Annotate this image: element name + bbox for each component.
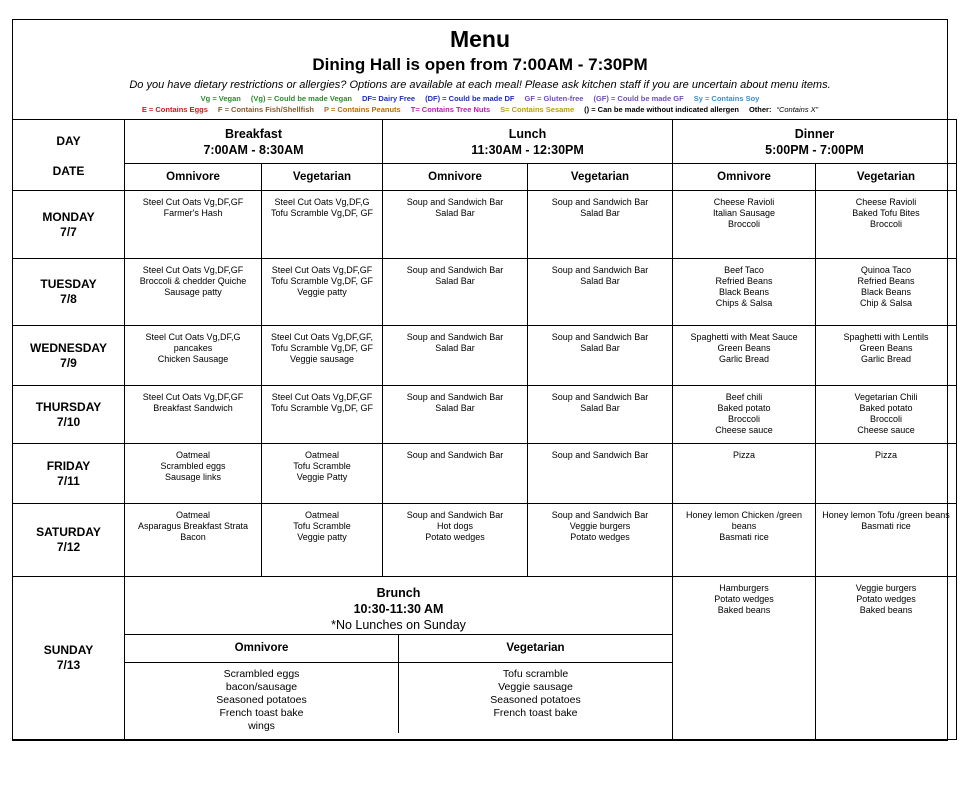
day-row bbox=[13, 191, 957, 259]
dinner-name: Dinner bbox=[794, 126, 835, 141]
menu-item: Hot dogs bbox=[436, 521, 474, 531]
lunch-omni-cell bbox=[383, 191, 528, 259]
menu-item: Asparagus Breakfast Strata bbox=[137, 521, 249, 531]
menu-item: Soup and Sandwich Bar bbox=[406, 197, 504, 207]
menu-item: Salad Bar bbox=[435, 208, 475, 218]
day-date: 7/8 bbox=[60, 292, 77, 306]
menu-item: Soup and Sandwich Bar bbox=[551, 510, 649, 520]
day-date: 7/10 bbox=[56, 414, 81, 429]
menu-item: Spaghetti with Lentils bbox=[843, 332, 929, 342]
lunch-veg-cell bbox=[528, 259, 673, 326]
lunch-omni-cell bbox=[383, 504, 528, 577]
menu-item: Veggie patty bbox=[297, 532, 347, 542]
brunch-omnivore-column bbox=[125, 635, 398, 733]
date-label: DATE bbox=[52, 164, 85, 178]
dinner-veg-cell bbox=[816, 259, 957, 326]
menu-item: Veggie burgers bbox=[569, 521, 631, 531]
menu-item: Steel Cut Oats Vg,DF,GF bbox=[271, 392, 373, 402]
menu-item: Soup and Sandwich Bar bbox=[551, 332, 649, 342]
menu-item: Broccoli & chedder Quiche bbox=[139, 276, 247, 286]
day-date: 7/11 bbox=[57, 473, 80, 488]
day-cell bbox=[13, 191, 125, 259]
lunch-name: Lunch bbox=[508, 126, 547, 141]
day-name: WEDNESDAY bbox=[30, 340, 107, 355]
menu-item: Steel Cut Oats Vg,DF,GF bbox=[142, 392, 244, 402]
menu-item: Broccoli bbox=[727, 414, 760, 424]
legend-item: () = Can be made without indicated allergen bbox=[584, 105, 739, 114]
menu-item: Quinoa Taco bbox=[860, 265, 912, 275]
day-row bbox=[13, 386, 957, 444]
day-row bbox=[13, 504, 957, 577]
dinner-time: 5:00PM - 7:00PM bbox=[765, 142, 864, 157]
menu-item: Salad Bar bbox=[435, 343, 475, 353]
dinner-veg-cell bbox=[816, 326, 957, 386]
lunch-time: 11:30AM - 12:30PM bbox=[471, 142, 584, 157]
menu-item: Black Beans bbox=[860, 287, 912, 297]
sunday-dinner-omnivore bbox=[673, 577, 816, 740]
menu-item: Scrambled eggs bbox=[223, 668, 300, 680]
dinner-omni-cell bbox=[673, 504, 816, 577]
legend-item: S= Contains Sesame bbox=[500, 105, 575, 114]
legend-item: E = Contains Eggs bbox=[141, 105, 208, 114]
allergy-note: Do you have dietary restrictions or allergies? Options are available at each meal! Please ask kitchen staff if you are uncertain about menu items. bbox=[129, 79, 831, 91]
lunch-omni-cell bbox=[383, 386, 528, 444]
menu-item: Salad Bar bbox=[580, 403, 620, 413]
menu-item: Tofu Scramble Vg,DF, GF bbox=[270, 276, 374, 286]
menu-item: Breakfast Sandwich bbox=[153, 403, 233, 413]
menu-header bbox=[13, 20, 947, 120]
menu-item: Beef chili bbox=[725, 392, 763, 402]
menu-item: Steel Cut Oats Vg,DF,GF bbox=[271, 265, 373, 275]
day-cell bbox=[13, 444, 125, 504]
menu-item: Potato wedges bbox=[714, 594, 774, 604]
legend-item: Other: bbox=[748, 105, 772, 114]
brunch-time: 10:30-11:30 AM bbox=[353, 602, 444, 616]
legend-item: GF = Gluten-free bbox=[524, 94, 584, 103]
dinner-veg-cell bbox=[816, 191, 957, 259]
breakfast-veg-cell bbox=[262, 504, 383, 577]
menu-item: Farmer's Hash bbox=[163, 208, 223, 218]
breakfast-omni-cell bbox=[125, 444, 262, 504]
dinner-veg-cell bbox=[816, 504, 957, 577]
menu-item: Soup and Sandwich Bar bbox=[406, 265, 504, 275]
legend-item: DF= Dairy Free bbox=[361, 94, 416, 103]
breakfast-time: 7:00AM - 8:30AM bbox=[203, 142, 304, 157]
menu-item: Baked beans bbox=[717, 605, 771, 615]
menu-item: Tofu Scramble bbox=[293, 461, 351, 471]
lunch-veg-cell bbox=[528, 386, 673, 444]
menu-item: Hamburgers bbox=[719, 583, 769, 593]
menu-item: Baked potato bbox=[717, 403, 771, 413]
menu-item: Black Beans bbox=[718, 287, 770, 297]
vegetarian-header: Vegetarian bbox=[528, 164, 673, 191]
menu-item: Cheese Ravioli bbox=[713, 197, 775, 207]
legend-other-example: “Contains X” bbox=[776, 105, 819, 114]
omnivore-header: Omnivore bbox=[125, 164, 262, 191]
legend-item: Vg = Vegan bbox=[200, 94, 241, 103]
lunch-veg-cell bbox=[528, 504, 673, 577]
breakfast-veg-cell bbox=[262, 259, 383, 326]
menu-item: Salad Bar bbox=[435, 276, 475, 286]
breakfast-header bbox=[125, 120, 383, 164]
brunch-omnivore-items bbox=[125, 663, 398, 733]
breakfast-omni-cell bbox=[125, 504, 262, 577]
day-name: THURSDAY bbox=[35, 399, 102, 414]
breakfast-veg-cell bbox=[262, 191, 383, 259]
dinner-veg-cell bbox=[816, 444, 957, 504]
menu-sheet bbox=[12, 19, 948, 741]
menu-item: Potato wedges bbox=[425, 532, 485, 542]
menu-item: Tofu Scramble Vg,DF, GF bbox=[270, 343, 374, 353]
menu-item: Pizza bbox=[732, 450, 755, 460]
menu-item: Steel Cut Oats Vg,DF,GF bbox=[142, 197, 244, 207]
menu-item: French toast bake bbox=[219, 707, 304, 719]
menu-item: Salad Bar bbox=[580, 208, 620, 218]
menu-item: Tofu scramble bbox=[502, 668, 569, 680]
lunch-veg-cell bbox=[528, 191, 673, 259]
dinner-omni-cell bbox=[673, 444, 816, 504]
menu-item: Italian Sausage bbox=[712, 208, 776, 218]
breakfast-omni-cell bbox=[125, 326, 262, 386]
dinner-omni-cell bbox=[673, 191, 816, 259]
diet-header-row bbox=[13, 164, 957, 191]
lunch-header bbox=[383, 120, 673, 164]
menu-item: Potato wedges bbox=[856, 594, 916, 604]
legend-item: P = Contains Peanuts bbox=[323, 105, 401, 114]
hours-subtitle: Dining Hall is open from 7:00AM - 7:30PM bbox=[312, 55, 648, 74]
brunch-note: *No Lunches on Sunday bbox=[331, 618, 466, 632]
day-label: DAY bbox=[56, 134, 81, 148]
vegetarian-header: Vegetarian bbox=[262, 164, 383, 191]
day-date-header bbox=[13, 120, 125, 191]
menu-item: Pizza bbox=[874, 450, 897, 460]
menu-item: Refried Beans bbox=[857, 276, 915, 286]
menu-item: Garlic Bread bbox=[718, 354, 770, 364]
day-name: MONDAY bbox=[42, 209, 95, 224]
menu-item: Baked beans bbox=[859, 605, 913, 615]
legend-line-2 bbox=[13, 105, 947, 114]
dinner-header bbox=[673, 120, 957, 164]
menu-item: Chip & Salsa bbox=[859, 298, 913, 308]
menu-item: Oatmeal bbox=[175, 450, 210, 460]
menu-item: Soup and Sandwich Bar bbox=[551, 265, 649, 275]
day-name: FRIDAY bbox=[46, 458, 91, 473]
menu-item: Potato wedges bbox=[570, 532, 630, 542]
day-name: SATURDAY bbox=[36, 525, 101, 539]
menu-item: Refried Beans bbox=[715, 276, 773, 286]
brunch-vegetarian-header: Vegetarian bbox=[399, 635, 672, 663]
menu-item: Sausage patty bbox=[164, 287, 222, 297]
menu-item: Seasoned potatoes bbox=[216, 694, 307, 706]
dinner-omni-cell bbox=[673, 326, 816, 386]
sunday-row bbox=[13, 577, 957, 740]
breakfast-omni-cell bbox=[125, 386, 262, 444]
page-title: Menu bbox=[449, 26, 511, 52]
dinner-omni-cell bbox=[673, 386, 816, 444]
meal-header-row bbox=[13, 120, 957, 164]
menu-item: Veggie Patty bbox=[296, 472, 348, 482]
menu-item: Soup and Sandwich Bar bbox=[551, 392, 649, 402]
menu-item: Green Beans bbox=[717, 343, 771, 353]
lunch-omni-cell bbox=[383, 326, 528, 386]
menu-item: Broccoli bbox=[869, 414, 902, 424]
day-cell bbox=[13, 504, 125, 577]
legend-item: F = Contains Fish/Shellfish bbox=[217, 105, 314, 114]
breakfast-veg-cell bbox=[262, 326, 383, 386]
lunch-omni-cell bbox=[383, 259, 528, 326]
menu-item: Soup and Sandwich Bar bbox=[551, 197, 649, 207]
legend-item: (GF) = Could be made GF bbox=[593, 94, 684, 103]
day-row bbox=[13, 259, 957, 326]
menu-item: Cheese Ravioli bbox=[855, 197, 917, 207]
lunch-veg-cell bbox=[528, 444, 673, 504]
menu-item: Salad Bar bbox=[580, 343, 620, 353]
menu-item: Tofu Scramble Vg,DF, GF bbox=[270, 208, 374, 218]
menu-item: Veggie sausage bbox=[289, 354, 355, 364]
menu-item: Baked potato bbox=[859, 403, 913, 413]
omnivore-header: Omnivore bbox=[383, 164, 528, 191]
menu-item: Soup and Sandwich Bar bbox=[406, 510, 504, 520]
day-row bbox=[13, 326, 957, 386]
lunch-omni-cell bbox=[383, 444, 528, 504]
breakfast-veg-cell bbox=[262, 444, 383, 504]
day-date: 7/12 bbox=[56, 540, 81, 554]
menu-item: Veggie patty bbox=[297, 287, 347, 297]
menu-item: pancakes bbox=[173, 343, 213, 353]
brunch-cell bbox=[125, 577, 673, 740]
brunch-title: Brunch bbox=[376, 586, 421, 600]
day-name: TUESDAY bbox=[40, 277, 97, 291]
menu-item: Seasoned potatoes bbox=[490, 694, 581, 706]
menu-item: Oatmeal bbox=[304, 510, 339, 520]
menu-item: Steel Cut Oats Vg,DF,G bbox=[274, 197, 370, 207]
menu-item: Broccoli bbox=[727, 219, 760, 229]
menu-item: Spaghetti with Meat Sauce bbox=[690, 332, 798, 342]
day-cell bbox=[13, 259, 125, 326]
menu-item: Baked Tofu Bites bbox=[852, 208, 920, 218]
brunch-vegetarian-column bbox=[398, 635, 672, 733]
sunday-dinner-vegetarian bbox=[816, 577, 957, 740]
breakfast-omni-cell bbox=[125, 259, 262, 326]
menu-item: Vegetarian Chili bbox=[854, 392, 918, 402]
brunch-omnivore-header: Omnivore bbox=[125, 635, 398, 663]
menu-item: bacon/sausage bbox=[225, 681, 298, 693]
menu-item: Soup and Sandwich Bar bbox=[406, 450, 504, 460]
menu-item: Oatmeal bbox=[304, 450, 339, 460]
menu-item: Salad Bar bbox=[435, 403, 475, 413]
legend-item: T= Contains Tree Nuts bbox=[410, 105, 491, 114]
brunch-header bbox=[125, 577, 672, 635]
menu-item: Soup and Sandwich Bar bbox=[551, 450, 649, 460]
breakfast-veg-cell bbox=[262, 386, 383, 444]
menu-item: Chips & Salsa bbox=[715, 298, 773, 308]
menu-item: Green Beans bbox=[859, 343, 913, 353]
brunch-block bbox=[125, 577, 672, 733]
breakfast-name: Breakfast bbox=[225, 126, 282, 141]
menu-item: Oatmeal bbox=[175, 510, 210, 520]
menu-item: Broccoli bbox=[869, 219, 902, 229]
menu-item: Steel Cut Oats Vg,DF,G bbox=[145, 332, 241, 342]
day-cell bbox=[13, 386, 125, 444]
legend-item: (DF) = Could be made DF bbox=[425, 94, 515, 103]
menu-item: Basmati rice bbox=[719, 532, 769, 542]
menu-item: Chicken Sausage bbox=[157, 354, 229, 364]
menu-item: Scrambled eggs bbox=[160, 461, 226, 471]
menu-item: Cheese sauce bbox=[715, 425, 773, 435]
menu-item: French toast bake bbox=[493, 707, 578, 719]
dinner-omni-cell bbox=[673, 259, 816, 326]
menu-item: Honey lemon Chicken /green beans bbox=[685, 510, 803, 531]
menu-item: Veggie sausage bbox=[498, 681, 573, 693]
breakfast-omni-cell bbox=[125, 191, 262, 259]
menu-item: Bacon bbox=[180, 532, 206, 542]
legend-line-1 bbox=[13, 94, 947, 103]
menu-item: Steel Cut Oats Vg,DF,GF, bbox=[270, 332, 374, 342]
menu-item: Tofu Scramble Vg,DF, GF bbox=[270, 403, 374, 413]
brunch-vegetarian-items bbox=[399, 663, 672, 720]
menu-table bbox=[12, 119, 957, 740]
menu-item: Veggie burgers bbox=[855, 583, 917, 593]
legend-item: (Vg) = Could be made Vegan bbox=[250, 94, 352, 103]
day-cell bbox=[13, 326, 125, 386]
day-row bbox=[13, 444, 957, 504]
menu-item: Salad Bar bbox=[580, 276, 620, 286]
day-name: SUNDAY bbox=[43, 643, 94, 657]
day-date: 7/13 bbox=[56, 658, 81, 672]
menu-item: Tofu Scramble bbox=[293, 521, 351, 531]
menu-item: Steel Cut Oats Vg,DF,GF bbox=[142, 265, 244, 275]
lunch-veg-cell bbox=[528, 326, 673, 386]
dinner-veg-cell bbox=[816, 386, 957, 444]
menu-item: Soup and Sandwich Bar bbox=[406, 392, 504, 402]
menu-item: Honey lemon Tofu /green beans bbox=[822, 510, 950, 520]
day-cell bbox=[13, 577, 125, 740]
menu-item: Beef Taco bbox=[724, 265, 764, 275]
menu-item: Garlic Bread bbox=[860, 354, 912, 364]
menu-item: Cheese sauce bbox=[857, 425, 915, 435]
menu-item: Sausage links bbox=[164, 472, 222, 482]
legend-item: Sy = Contains Soy bbox=[693, 94, 760, 103]
day-date: 7/7 bbox=[60, 224, 77, 239]
day-date: 7/9 bbox=[60, 355, 77, 370]
menu-item: wings bbox=[248, 720, 275, 732]
menu-item: Soup and Sandwich Bar bbox=[406, 332, 504, 342]
omnivore-header: Omnivore bbox=[673, 164, 816, 191]
menu-item: Basmati rice bbox=[861, 521, 911, 531]
vegetarian-header: Vegetarian bbox=[816, 164, 957, 191]
